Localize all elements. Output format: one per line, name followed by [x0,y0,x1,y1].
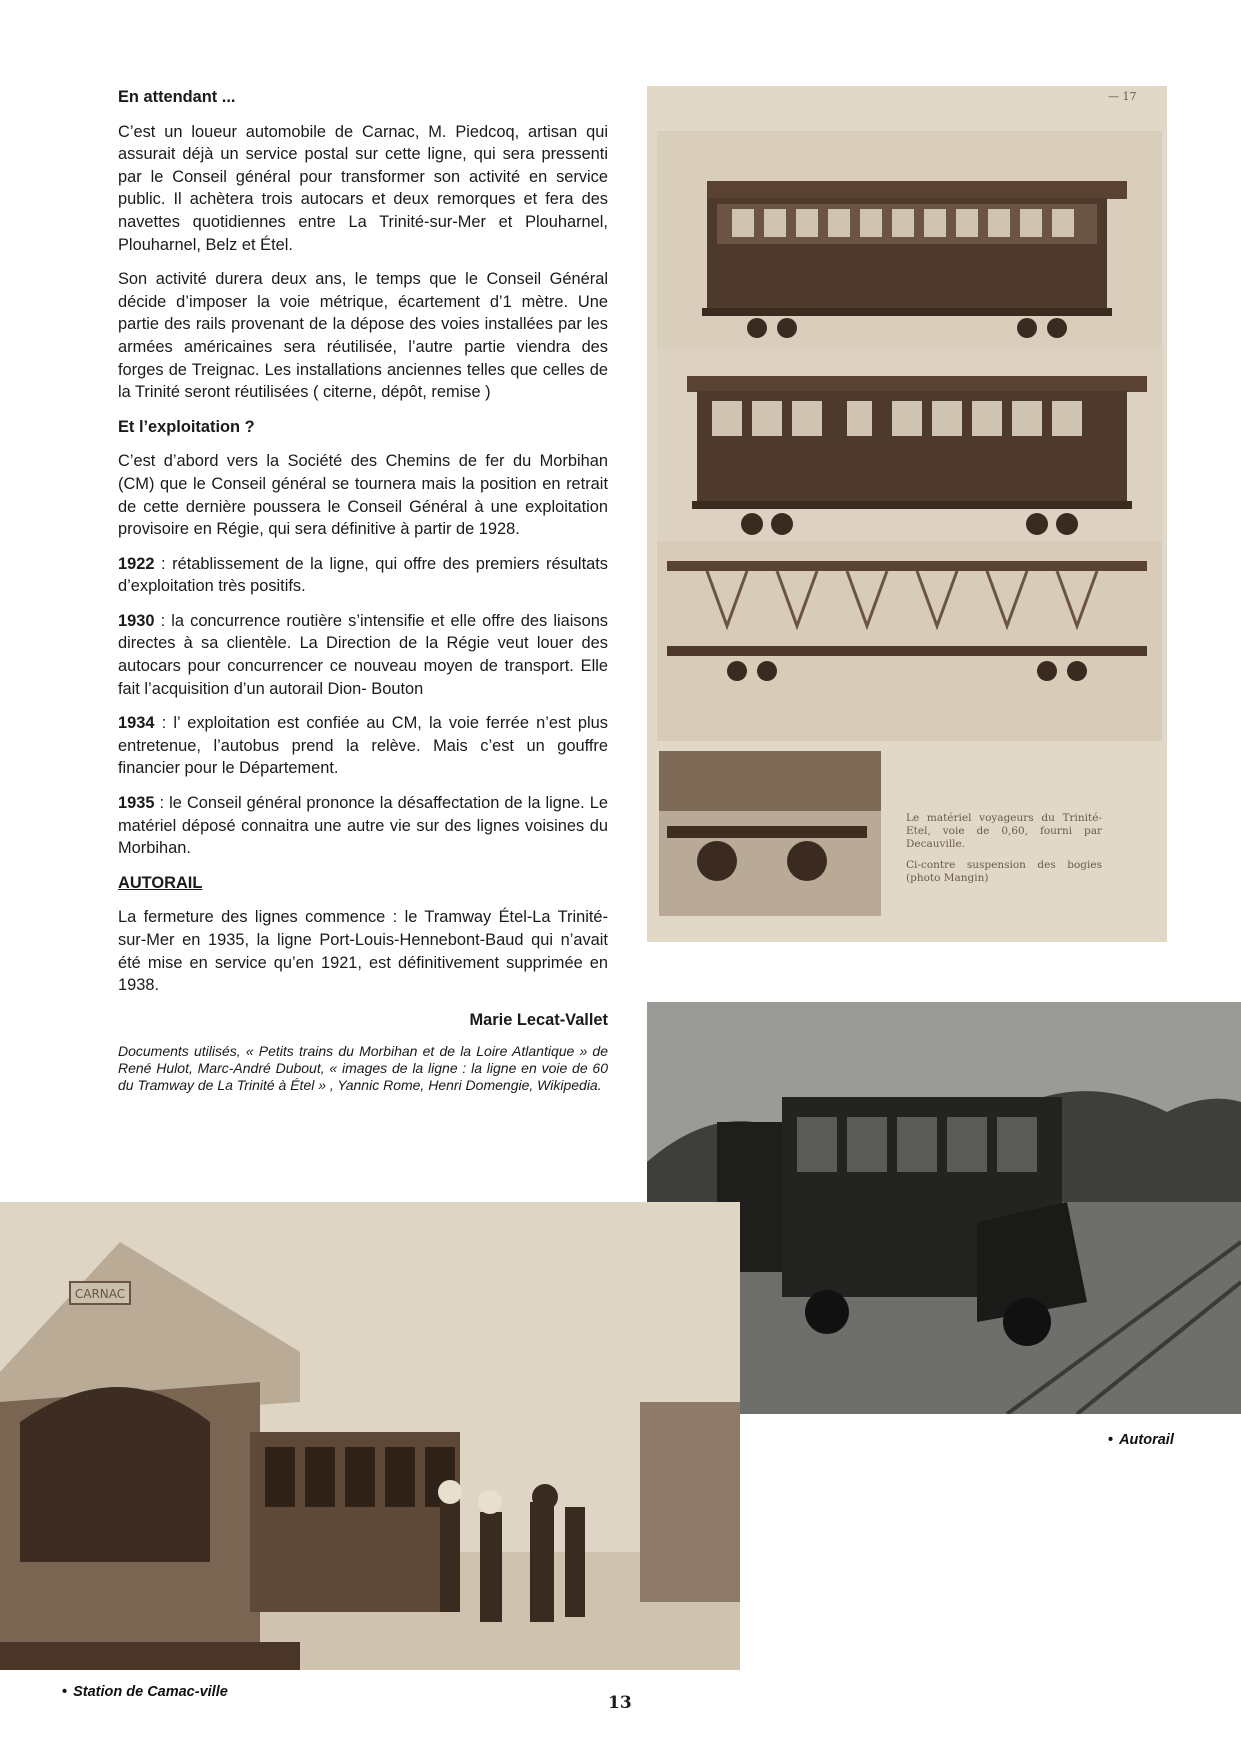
plate-caption-2: Ci-contre suspension des bogies (photo Mangin) [906,859,1102,884]
caption-bullet: • [62,1684,68,1700]
station-illustration [0,1202,740,1670]
paragraph-voie-metrique: Son activité durera deux ans, le temps que le Conseil Général décide d’imposer la voie métrique, écartement d’1 mètre. Une partie des rails provenant de la dépose des voies installées par les armées américaines sera réutilisée, l’autre partie viendra des forges de Treignac. Les installations anciennes telles que celles de la Trinité seront réutilisées ( citerne, dépôt, remise ) [118,270,608,402]
plate-caption-1: Le matériel voyageurs du Trinité-Etel, voie de 0,60, fourni par Decauville. [906,812,1102,850]
sources-note: Documents utilisés, « Petits trains du Morbihan et de la Loire Atlantique » de René Hulot, Marc-André Dubout, « images de la ligne : la ligne en voie de 60 du Tramway de La Trinité à Étel » , Yannic Rome, Henri Domengie, Wikipedia. [118,1043,608,1094]
heading-en-attendant: En attendant ... [118,88,236,106]
caption-station-text: Station de Camac-ville [73,1684,228,1700]
station-sign: CARNAC [74,1287,126,1301]
paragraph-cm: C’est d’abord vers la Société des Chemins de fer du Morbihan (CM) que le Conseil général se tournera mais la position en retrait de cette dernière poussera le Conseil Général à une exploitation provisoire en Régie, qui sera définitive à partir de 1928. [118,452,608,539]
heading-exploitation: Et l’exploitation ? [118,417,255,436]
text-1930: : la concurrence routière s’intensifie et elle offre des liaisons directes à sa clientèle. La Direction de la Régie veut louer des autocars pour concurrencer ce nouveau moyen de transport. Elle fait l’acquisition d’un autorail Dion- Bouton [118,611,608,698]
year-1922: 1922 [118,554,155,573]
author: Marie Lecat-Vallet [469,1010,608,1029]
station-photo [0,1202,740,1670]
year-1934: 1934 [118,714,155,733]
text-1922: : rétablissement de la ligne, qui offre des premiers résultats d’exploitation très positifs. [118,554,608,596]
heading-autorail: AUTORAIL [118,873,203,892]
text-1934: : l’ exploitation est confiée au CM, la voie ferrée n’est plus entretenue, l’autobus prend la relève. Mais c’est un gouffre financier pour le Département. [118,714,608,778]
caption-station [62,1684,228,1700]
paragraph-fermeture: La fermeture des lignes commence : le Tramway Étel-La Trinité-sur-Mer en 1935, la ligne Port-Louis-Hennebont-Baud qui n’avait été mise en service qu’en 1921, est définitivement supprimée en 1938. [118,908,608,995]
caption-autorail [1108,1432,1174,1448]
paragraph-1934 [118,712,608,780]
article-column [118,86,608,1106]
paragraph-1922 [118,553,608,598]
year-1930: 1930 [118,611,155,630]
year-1935: 1935 [118,794,155,813]
caption-bullet: • [1108,1432,1114,1448]
paragraph-piedcoq: C’est un loueur automobile de Carnac, M. Piedcoq, artisan qui assurait déjà un service postal sur cette ligne, qui sera pressenti par le Conseil général pour transformer son activité en service public. Il achètera trois autocars et deux remorques et fera des navettes quotidiennes entre La Trinité-sur-Mer et Plouharnel, Plouharnel, Belz et Étel. [118,122,608,254]
paragraph-1935 [118,792,608,860]
text-1935: : le Conseil général prononce la désaffectation de la ligne. Le matériel déposé connaitra une autre vie sur des lignes voisines du Morbihan. [118,794,608,858]
plate-page-ref: — 17 [1108,90,1137,103]
paragraph-1930 [118,610,608,700]
caption-autorail-text: Autorail [1119,1432,1174,1448]
plate-caption [906,812,1102,893]
page-number: 13 [608,1693,632,1713]
